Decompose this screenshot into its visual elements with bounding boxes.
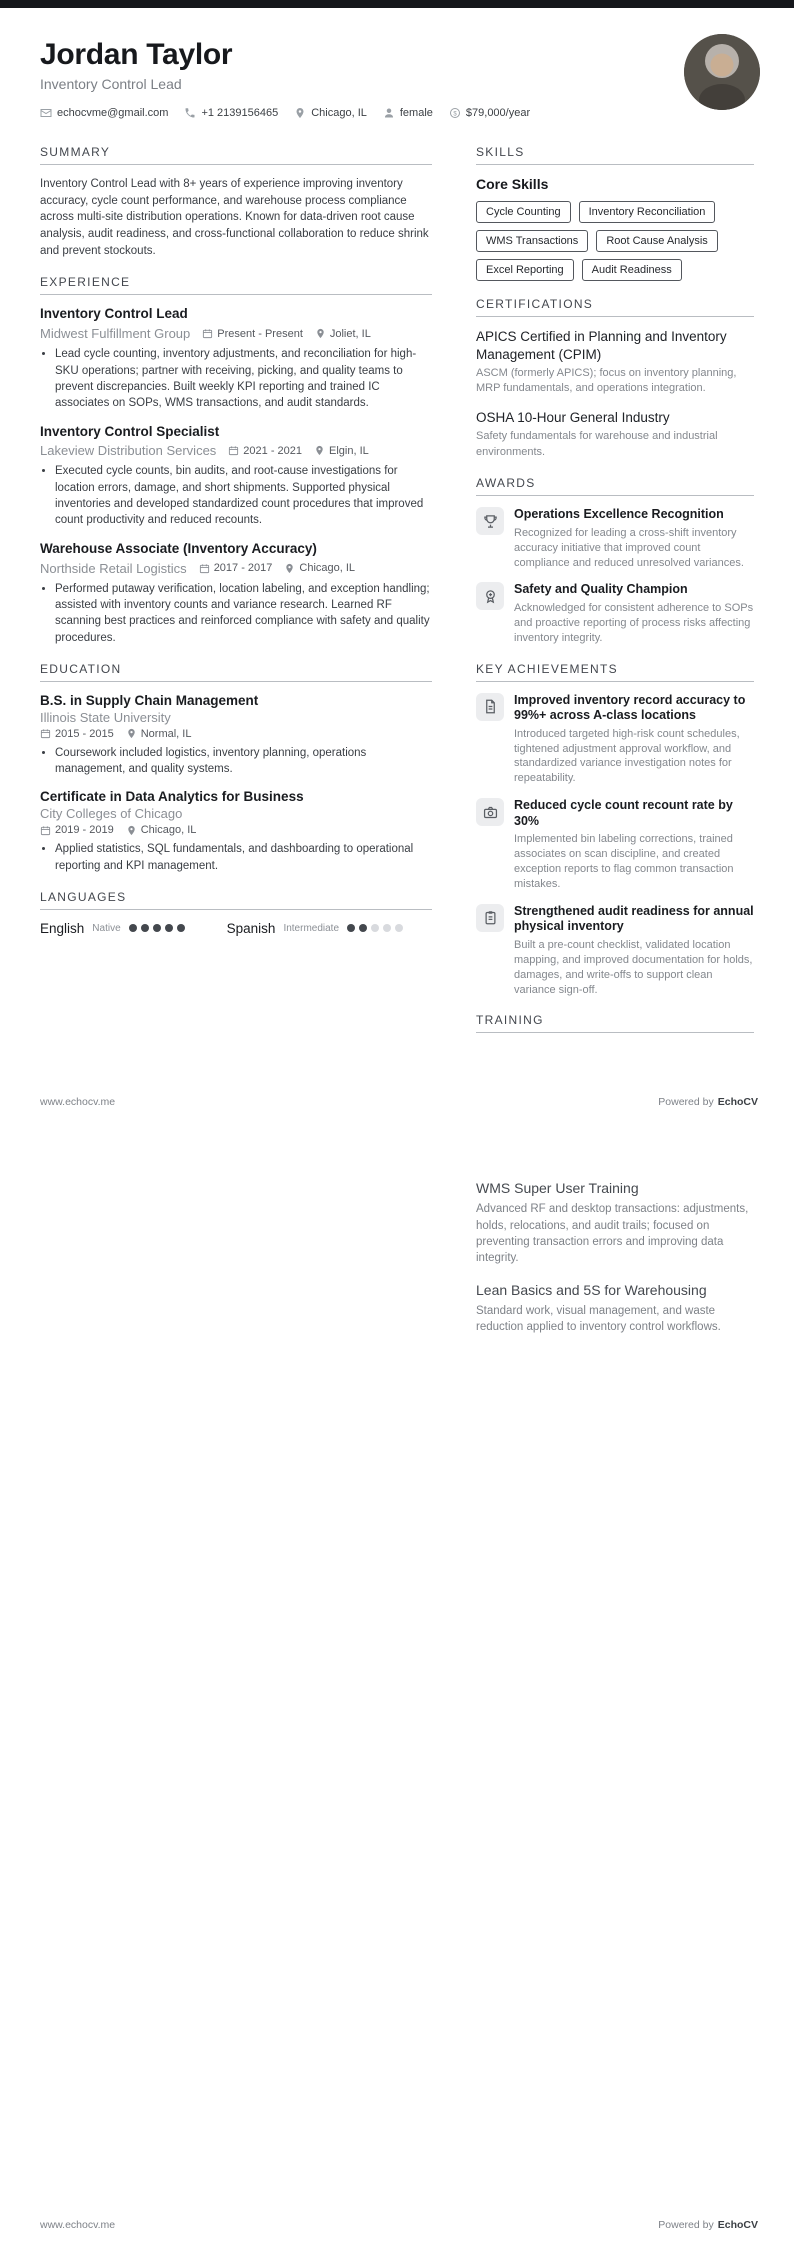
contact-gender: female bbox=[383, 107, 433, 119]
job-location: Chicago, IL bbox=[284, 562, 355, 574]
job-bullets bbox=[40, 581, 432, 646]
right-column bbox=[476, 145, 754, 1049]
skills-section bbox=[476, 145, 754, 281]
location-pin-icon bbox=[126, 728, 137, 739]
section-heading-summary: SUMMARY bbox=[40, 145, 432, 165]
person-icon bbox=[383, 107, 395, 119]
location-pin-icon bbox=[294, 107, 306, 119]
training-entry bbox=[476, 1179, 754, 1267]
calendar-icon bbox=[202, 328, 213, 339]
section-heading-experience: EXPERIENCE bbox=[40, 275, 432, 295]
award-description: Recognized for leading a cross-shift inventory accuracy initiative that improved count compliance and reduced unresolved variances. bbox=[514, 526, 744, 569]
job-bullet: • Performed putaway verification, location labeling, and exception handling; assisted with inventory counts and variance research. Learned RF scanning best practices and reinforced compliance with safety and quality procedures. bbox=[55, 581, 432, 646]
company-name: Lakeview Distribution Services bbox=[40, 443, 217, 459]
section-heading-certifications: CERTIFICATIONS bbox=[476, 297, 754, 317]
achievement-entry bbox=[476, 904, 754, 998]
education-meta bbox=[40, 824, 432, 836]
skill-tag: Root Cause Analysis bbox=[596, 230, 718, 252]
section-heading-training: TRAINING bbox=[476, 1013, 754, 1033]
date-range: 2015 - 2015 bbox=[40, 728, 114, 740]
language-level: Native bbox=[92, 922, 121, 934]
skill-tag: WMS Transactions bbox=[476, 230, 588, 252]
award-icon-box bbox=[476, 507, 504, 535]
skill-tag: Excel Reporting bbox=[476, 259, 574, 281]
date-range: 2019 - 2019 bbox=[40, 824, 114, 836]
page-2 bbox=[0, 1123, 794, 2246]
degree-title: Certificate in Data Analytics for Business bbox=[40, 789, 304, 805]
certification-entry bbox=[476, 409, 754, 460]
location-pin-icon bbox=[284, 563, 295, 574]
education-section bbox=[40, 662, 432, 874]
achievement-description: Built a pre-count checklist, validated location mapping, and improved documentation for holds, damages, and write-offs to support clean variance sign-off. bbox=[514, 939, 753, 996]
experience-entry bbox=[40, 306, 432, 411]
school-name: Illinois State University bbox=[40, 709, 171, 725]
job-bullet: • Lead cycle counting, inventory adjustments, and reconciliation for high-SKU operations; partner with receiving, picking, and quality teams to prevent discrepancies. Built weekly KPI reporting and trained IC associates on SOPs, WMS transactions, and audit standards. bbox=[55, 346, 432, 411]
job-title: Warehouse Associate (Inventory Accuracy) bbox=[40, 540, 317, 556]
calendar-icon bbox=[228, 445, 239, 456]
language-list bbox=[40, 921, 432, 936]
camera-icon bbox=[483, 805, 498, 820]
skill-tag: Cycle Counting bbox=[476, 201, 571, 223]
job-meta bbox=[40, 561, 432, 576]
award-description: Acknowledged for consistent adherence to SOPs and proactive reporting of process risks affecting inventory integrity. bbox=[514, 601, 754, 644]
location-pin-icon bbox=[314, 445, 325, 456]
left-column bbox=[40, 145, 432, 1049]
avatar-placeholder-icon bbox=[684, 34, 760, 110]
contact-salary: $79,000/year bbox=[449, 107, 530, 119]
achievement-title: Reduced cycle count recount rate by 30% bbox=[514, 798, 733, 828]
section-heading-education: EDUCATION bbox=[40, 662, 432, 682]
document-icon bbox=[483, 699, 498, 714]
footer-site-link[interactable]: www.echocv.me bbox=[40, 2219, 116, 2231]
languages-section bbox=[40, 890, 432, 936]
job-bullets bbox=[40, 463, 432, 528]
training-description: Advanced RF and desktop transactions: adjustments, holds, relocations, and audit trails; focused on preventing transaction errors and improving data integrity. bbox=[476, 1203, 749, 1265]
clipboard-icon bbox=[483, 910, 498, 925]
job-bullets bbox=[40, 346, 432, 411]
experience-entry bbox=[40, 541, 432, 646]
achievement-title: Strengthened audit readiness for annual physical inventory bbox=[514, 903, 754, 934]
language-proficiency-dots bbox=[347, 924, 403, 932]
profile-photo bbox=[684, 34, 760, 110]
resume-header bbox=[0, 8, 794, 119]
job-location: Joliet, IL bbox=[315, 328, 371, 340]
awards-section bbox=[476, 476, 754, 645]
date-range: 2017 - 2017 bbox=[199, 562, 273, 574]
degree-title: B.S. in Supply Chain Management bbox=[40, 692, 259, 708]
job-title: Inventory Control Specialist bbox=[40, 423, 220, 439]
contact-email[interactable]: echocvme@gmail.com bbox=[40, 107, 168, 119]
achievement-description: Implemented bin labeling corrections, trained associates on scan discipline, and created exception reports to flag common transaction mistakes. bbox=[514, 833, 734, 890]
language-item bbox=[227, 921, 403, 936]
date-range: 2021 - 2021 bbox=[228, 445, 302, 457]
contact-row bbox=[40, 107, 754, 119]
education-entry bbox=[40, 789, 432, 874]
footer-powered-by: Powered by EchoCV bbox=[658, 2219, 758, 2231]
training-section-continued bbox=[476, 1179, 754, 1349]
language-name: Spanish bbox=[226, 920, 276, 936]
certification-description: ASCM (formerly APICS); focus on inventory planning, MRP fundamentals, and operations integration. bbox=[476, 367, 737, 395]
education-bullet: • Applied statistics, SQL fundamentals, and dashboarding to operational reporting and KPI management. bbox=[55, 841, 432, 874]
certification-title: APICS Certified in Planning and Inventory Management (CPIM) bbox=[476, 329, 727, 362]
candidate-name: Jordan Taylor bbox=[40, 38, 233, 71]
education-bullet: • Coursework included logistics, inventory planning, operations management, and quality systems. bbox=[55, 745, 432, 778]
skill-tags bbox=[476, 201, 754, 281]
education-bullets bbox=[40, 841, 432, 874]
phone-icon bbox=[184, 107, 196, 119]
accent-top-bar bbox=[0, 0, 794, 8]
certification-entry bbox=[476, 328, 754, 397]
company-name: Northside Retail Logistics bbox=[40, 560, 187, 576]
calendar-icon bbox=[199, 563, 210, 574]
training-entry bbox=[476, 1281, 754, 1336]
company-name: Midwest Fulfillment Group bbox=[40, 326, 191, 342]
award-title: Safety and Quality Champion bbox=[514, 582, 688, 597]
certification-description: Safety fundamentals for warehouse and industrial environments. bbox=[476, 430, 718, 458]
language-item bbox=[40, 921, 185, 936]
language-level: Intermediate bbox=[283, 922, 340, 934]
training-description: Standard work, visual management, and waste reduction applied to inventory control workflows. bbox=[476, 1304, 721, 1334]
achievement-description: Introduced targeted high-risk count schedules, tightened adjustment approval workflow, and standardized variance investigation notes for repeatability. bbox=[514, 727, 740, 785]
location-pin-icon bbox=[315, 328, 326, 339]
achievement-icon-box bbox=[476, 798, 504, 826]
school-location: Chicago, IL bbox=[126, 824, 197, 836]
page-footer bbox=[40, 1096, 758, 1108]
achievement-icon-box bbox=[476, 904, 504, 932]
job-location: Elgin, IL bbox=[314, 445, 369, 457]
education-bullets bbox=[40, 745, 432, 778]
training-title: Lean Basics and 5S for Warehousing bbox=[476, 1281, 707, 1298]
contact-phone: +1 2139156465 bbox=[184, 107, 278, 119]
achievement-title: Improved inventory record accuracy to 99%+ across A-class locations bbox=[514, 692, 746, 723]
page-footer bbox=[40, 2219, 758, 2231]
skill-tag: Audit Readiness bbox=[582, 259, 682, 281]
experience-entry bbox=[40, 424, 432, 529]
school-name: City Colleges of Chicago bbox=[40, 806, 183, 822]
education-entry bbox=[40, 693, 432, 778]
section-heading-key-achievements: KEY ACHIEVEMENTS bbox=[476, 662, 754, 682]
award-title: Operations Excellence Recognition bbox=[514, 507, 724, 522]
section-heading-languages: LANGUAGES bbox=[40, 890, 432, 910]
certification-title: OSHA 10-Hour General Industry bbox=[476, 409, 670, 425]
training-title: WMS Super User Training bbox=[476, 1180, 639, 1196]
job-meta bbox=[40, 326, 432, 341]
echocv-brand-link[interactable]: EchoCV bbox=[717, 1096, 758, 1108]
skill-tag: Inventory Reconciliation bbox=[579, 201, 716, 223]
education-meta bbox=[40, 728, 432, 740]
school-location: Normal, IL bbox=[126, 728, 192, 740]
section-heading-awards: AWARDS bbox=[476, 476, 754, 496]
date-range: Present - Present bbox=[202, 328, 303, 340]
achievement-icon-box bbox=[476, 693, 504, 721]
job-title: Inventory Control Lead bbox=[40, 306, 188, 322]
skill-group-title: Core Skills bbox=[476, 176, 549, 192]
job-bullet: • Executed cycle counts, bin audits, and root-cause investigations for location errors, damage, and short shipments. Supported physical inventories and developed standardized count procedures that improved count productivity and reduced recounts. bbox=[55, 463, 432, 528]
achievement-entry bbox=[476, 798, 754, 892]
dollar-icon bbox=[449, 107, 461, 119]
achievement-entry bbox=[476, 693, 754, 787]
award-entry bbox=[476, 507, 754, 570]
job-meta bbox=[40, 443, 432, 458]
language-name: English bbox=[40, 920, 85, 936]
award-icon-box bbox=[476, 582, 504, 610]
medal-icon bbox=[483, 589, 498, 604]
calendar-icon bbox=[40, 825, 51, 836]
experience-section bbox=[40, 275, 432, 646]
key-achievements-section bbox=[476, 662, 754, 998]
trophy-icon bbox=[483, 514, 498, 529]
award-entry bbox=[476, 582, 754, 645]
location-pin-icon bbox=[126, 825, 137, 836]
summary-section bbox=[40, 145, 432, 259]
training-section bbox=[476, 1013, 754, 1033]
calendar-icon bbox=[40, 728, 51, 739]
contact-location: Chicago, IL bbox=[294, 107, 367, 119]
envelope-icon bbox=[40, 107, 52, 119]
footer-powered-by: Powered by EchoCV bbox=[658, 1096, 758, 1108]
certifications-section bbox=[476, 297, 754, 460]
language-proficiency-dots bbox=[129, 924, 185, 932]
footer-site-link[interactable]: www.echocv.me bbox=[40, 1096, 116, 1108]
candidate-job-title: Inventory Control Lead bbox=[40, 76, 182, 92]
section-heading-skills: SKILLS bbox=[476, 145, 754, 165]
summary-text: Inventory Control Lead with 8+ years of experience improving inventory accuracy, cycle count performance, and warehouse process compliance across multi-site distribution operations. Known for data-driven root cause analysis, audit readiness, and cross-functional collaboration to reduce shrink and prevent stockouts. bbox=[40, 178, 429, 257]
echocv-brand-link[interactable]: EchoCV bbox=[717, 2219, 758, 2231]
resume-columns bbox=[0, 119, 794, 1049]
